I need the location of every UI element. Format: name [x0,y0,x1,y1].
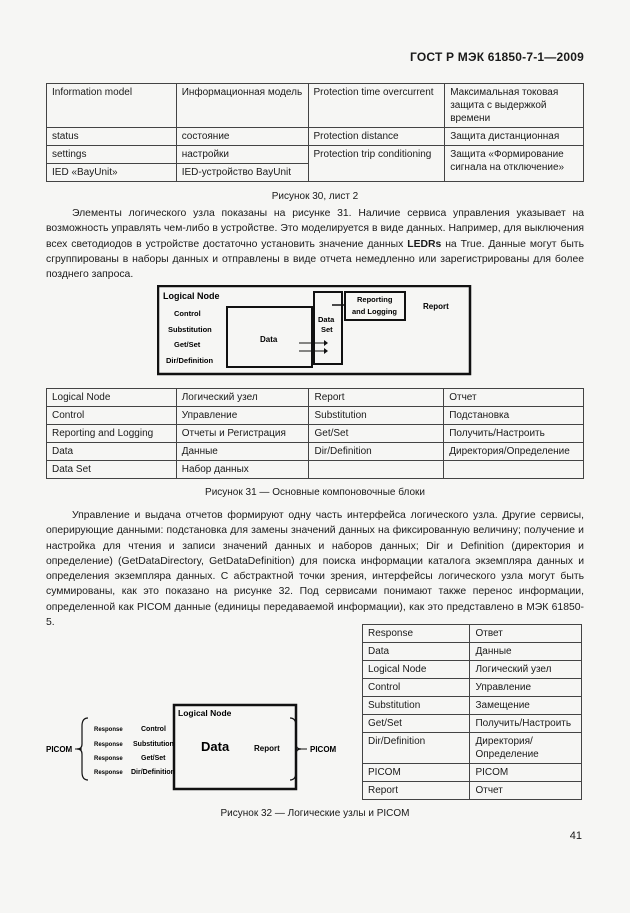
response-label: Response [94,770,123,776]
bold-term: LEDRs [407,238,442,250]
paragraph-1 [46,206,584,282]
table-cell: status [47,128,177,146]
table-cell: Protection distance [308,128,445,146]
table-row [363,733,582,764]
document-header: ГОСТ Р МЭК 61850-7-1—2009 [410,50,584,64]
table-cell: Protection trip conditioning [308,146,445,182]
data-set-label: Data [318,315,335,324]
arrow-head [324,340,328,346]
table-cell: settings [47,146,177,164]
table-cell: PICOM [363,764,470,782]
table-cell: настройки [176,146,308,164]
figure32-caption: Рисунок 32 — Логические узлы и PICOM [220,808,410,819]
response-label: Response [94,727,123,733]
table-row [47,146,584,164]
table-cell: Logical Node [363,661,470,679]
logical-node-label: Logical Node [178,708,232,718]
table-cell: Ответ [470,625,582,643]
table-cell: Data [363,643,470,661]
table-row [47,389,584,407]
arrow-head [324,348,328,354]
table-cell: Логический узел [470,661,582,679]
response-label: Response [94,742,123,748]
table-row [47,461,584,479]
table-figure30-terms [46,83,584,182]
service-label: Control [174,309,201,318]
table-cell: PICOM [470,764,582,782]
table-cell: IED-устройство BayUnit [176,164,308,182]
table-cell: Response [363,625,470,643]
table-figure32-terms [362,624,582,800]
logical-node-label: Logical Node [163,291,220,301]
report-label: Report [423,302,449,311]
picom-right-label: PICOM [310,745,337,754]
table-row [363,715,582,733]
table-cell: Get/Set [363,715,470,733]
table-cell: Data [47,443,177,461]
table-cell: Директория/Определение [444,443,584,461]
table-cell: Информационная модель [176,84,308,128]
service-label: Substitution [168,325,212,334]
table-cell: Набор данных [176,461,309,479]
table-cell: Substitution [309,407,444,425]
response-label: Response [94,756,123,762]
paragraph-text: Элементы логического узла показаны на рисунке 31. Наличие сервиса управления указывает на возможность управлять чем-либо в устройстве. Это моделируется в виде данных. Например, для выключения всех светодиодов в устройстве достаточно установить значение данных [46,208,584,250]
brace-left [77,718,88,780]
table-cell: Information model [47,84,177,128]
table-cell: Отчет [444,389,584,407]
table-cell: Директория/Определение [470,733,582,764]
service-label: Get/Set [174,340,201,349]
data-set-label: Set [321,325,333,334]
table-row [47,443,584,461]
table-cell: Защита «Формирование сигнала на отключение» [445,146,584,182]
reporting-label: and Logging [352,307,397,316]
figure30-caption: Рисунок 30, лист 2 [271,191,359,202]
table-cell [309,461,444,479]
table-cell: Данные [470,643,582,661]
table-cell: Protection time overcurrent [308,84,445,128]
table-cell: Управление [470,679,582,697]
data-label: Data [201,739,230,754]
table-row [47,407,584,425]
figure32-diagram [44,700,346,800]
paragraph-text: Управление и выдача отчетов формируют одну часть интерфейса логического узла. Другие сервисы, оперирующие данными: подстановка для замены значений данных на фиксированную величину; получение и настройка для чтения и записи значений данных и наборов данных; Dir и Definition (директория и определение) (GetDataDirectory, GetDataDefinition) для поиска информации каталога экземпляра данных и определения экземпляра данных. С абстрактной точки зрения, интерфейсы логического узла могут быть суммированы, как это показано на рисунке 32. Под сервисами понимают также перенос информации, определенной как PICOM данные (единицы передаваемой информации), как это представлено в МЭК 61850-5. [46,510,584,629]
table-row [363,782,582,800]
table-cell: Control [47,407,177,425]
table-cell: Данные [176,443,309,461]
table-cell: Logical Node [47,389,177,407]
table-cell: Подстановка [444,407,584,425]
table-cell: Защита дистанционная [445,128,584,146]
figure31-caption: Рисунок 31 — Основные компоновочные блоки [205,487,425,498]
table-cell: Управление [176,407,309,425]
table-cell: Report [363,782,470,800]
data-label: Data [260,335,278,344]
service-label: Control [141,726,166,733]
table-cell: Report [309,389,444,407]
table-cell: Dir/Definition [309,443,444,461]
table-cell: Логический узел [176,389,309,407]
table-cell: Get/Set [309,425,444,443]
table-row [363,697,582,715]
table-cell: Control [363,679,470,697]
table-cell: IED «BayUnit» [47,164,177,182]
table-cell: Dir/Definition [363,733,470,764]
table-figure31-terms [46,388,584,479]
service-label: Substitution [133,741,174,748]
table-row [363,679,582,697]
reporting-label: Reporting [357,295,393,304]
table-cell: Reporting and Logging [47,425,177,443]
table-cell: Максимальная токовая защита с выдержкой времени [445,84,584,128]
table-row [47,84,584,128]
table-row [47,425,584,443]
table-row [363,643,582,661]
table-cell: Отчет [470,782,582,800]
table-cell: Отчеты и Регистрация [176,425,309,443]
table-row [363,764,582,782]
table-cell: Data Set [47,461,177,479]
table-cell: Замещение [470,697,582,715]
table-row [363,625,582,643]
page-number: 41 [569,830,582,842]
paragraph-text: на True. Данные могут быть сгруппированы в наборы данных и отправлены в виде отчета немедленно или зарегистрированы для более позднего запроса. [46,238,584,281]
service-label: Get/Set [141,755,166,762]
table-cell [444,461,584,479]
table-cell: Получить/Настроить [470,715,582,733]
figure31-diagram [157,285,473,377]
table-cell: Получить/Настроить [444,425,584,443]
picom-left-label: PICOM [46,745,73,754]
service-label: Dir/Definition [131,769,175,776]
table-row [47,128,584,146]
table-cell: состояние [176,128,308,146]
report-label: Report [254,744,280,753]
table-row [363,661,582,679]
service-label: Dir/Definition [166,356,214,365]
paragraph-2 [46,508,584,630]
table-cell: Substitution [363,697,470,715]
